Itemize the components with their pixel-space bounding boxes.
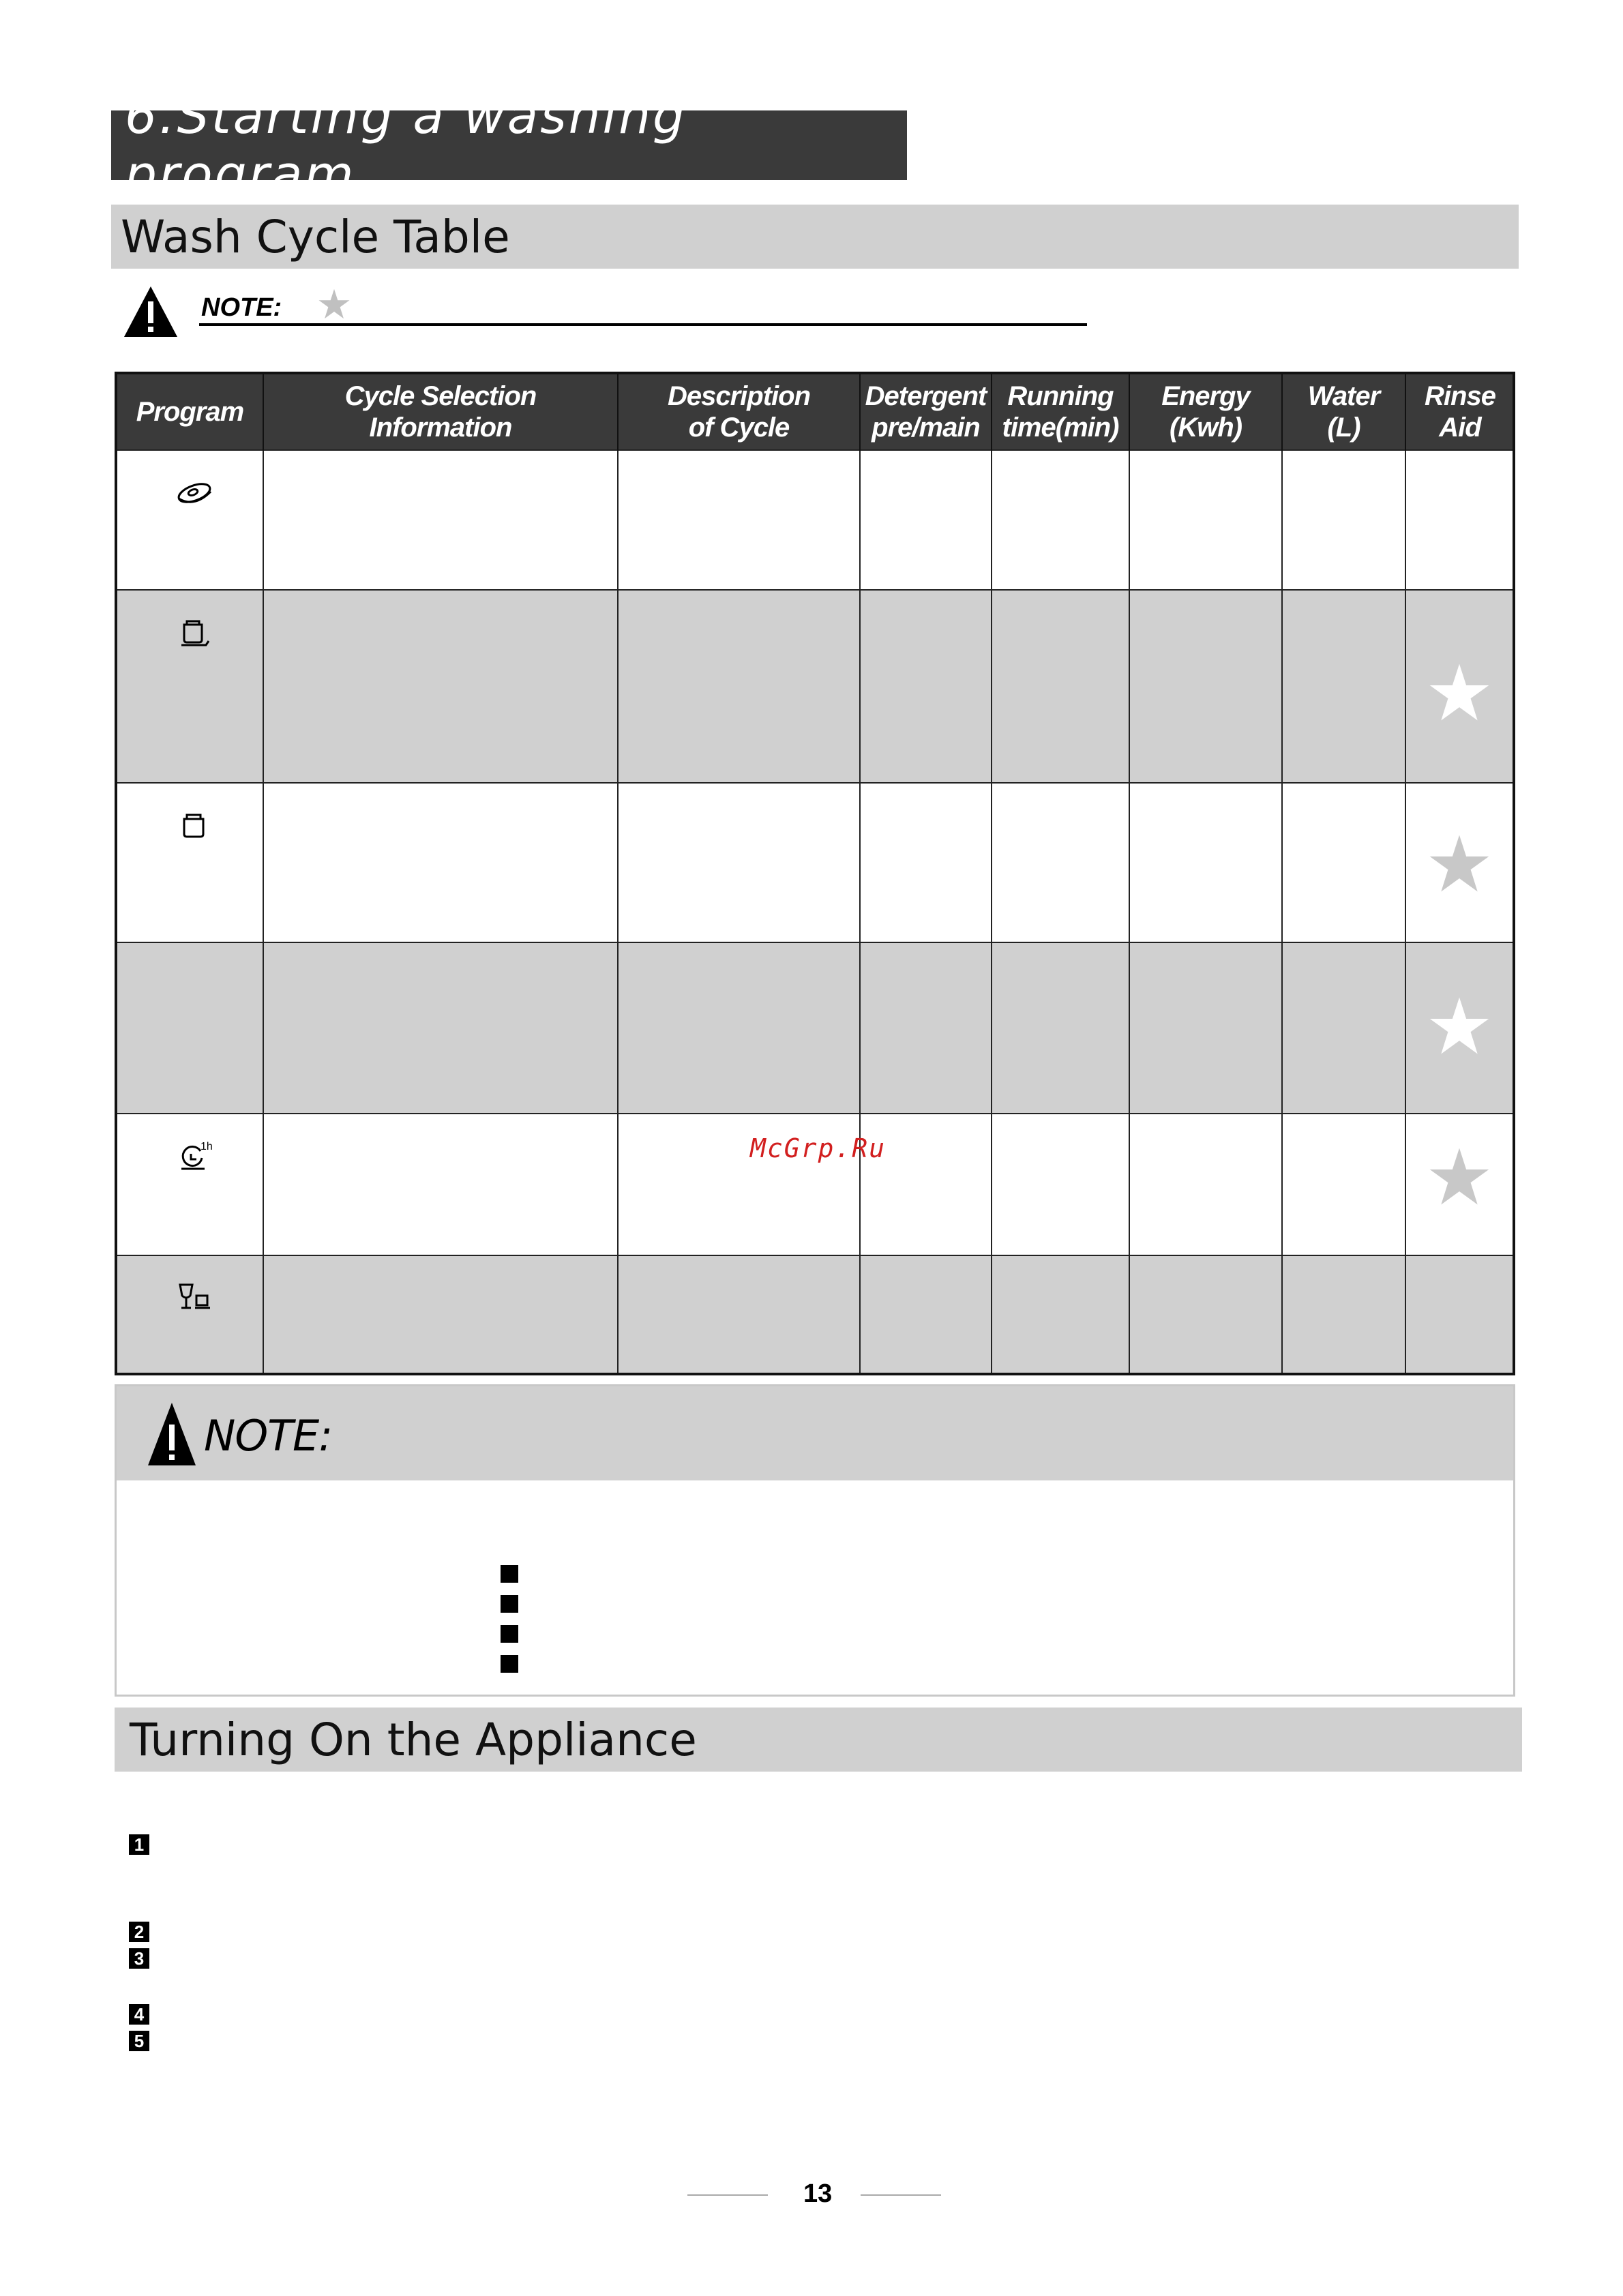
quick-1h-icon [170,1133,218,1181]
step-number: 4 [129,2004,149,2025]
wash-cycle-heading: Wash Cycle Table [121,210,510,263]
footer-rule-right [861,2194,941,2196]
col-header-rinse-aid: Rinse Aid [1405,374,1514,450]
soap-icon [170,470,218,518]
bullet-square [501,1655,518,1673]
table-row [117,1255,1514,1373]
rinse-aid-cell [1405,783,1514,942]
col-header-cycle-selection: Cycle Selection Information [263,374,618,450]
program-cell [117,942,263,1114]
page-number: 13 [803,2179,833,2208]
glass-cup-icon [170,1275,218,1323]
star-icon [1428,995,1491,1058]
col-header-running-time: Running time(min) [992,374,1129,450]
step-number: 5 [129,2031,149,2051]
pot-icon [170,803,218,850]
program-cell [117,590,263,783]
note-box-label: NOTE: [204,1411,333,1461]
note-box [115,1384,1515,1697]
table-row [117,783,1514,942]
star-icon [1428,833,1491,895]
step-number: 1 [129,1834,149,1855]
section-title [111,87,907,204]
table-header-row [117,374,1514,450]
step-number: 2 [129,1922,149,1942]
rinse-aid-cell [1405,1114,1514,1255]
program-cell [117,783,263,942]
turning-on-heading-bar [115,1708,1522,1772]
warning-icon [147,1401,197,1467]
col-header-energy: Energy (Kwh) [1129,374,1282,450]
star-icon [1428,1146,1491,1208]
table-row [117,942,1514,1114]
star-icon [1428,661,1491,724]
wash-cycle-table [115,372,1515,1375]
top-note-label: NOTE: [201,293,282,322]
wash-cycle-heading-bar [111,205,1519,269]
program-cell [117,450,263,590]
rinse-aid-cell [1405,942,1514,1114]
col-header-description: Description of Cycle [618,374,860,450]
star-icon [318,288,351,320]
warning-icon [123,285,179,338]
pot-plate-icon [170,610,218,657]
col-header-water: Water (L) [1282,374,1405,450]
step-number: 3 [129,1948,149,1969]
col-header-program: Program [117,374,263,450]
table-row [117,590,1514,783]
turning-on-heading: Turning On the Appliance [130,1713,697,1766]
table-row [117,450,1514,590]
rinse-aid-cell [1405,590,1514,783]
watermark: McGrp.Ru [750,1133,887,1163]
svg-text:1h: 1h [200,1141,213,1153]
col-header-detergent: Detergent pre/main [860,374,992,450]
footer-rule-left [687,2194,768,2196]
bullet-square [501,1595,518,1613]
program-cell [117,1114,263,1255]
bullet-square [501,1625,518,1643]
program-cell [117,1255,263,1373]
bullet-square [501,1565,518,1583]
top-note-underline [199,323,1087,326]
note-box-header [117,1386,1513,1480]
section-title-text: 6.Starting a washing program [125,87,687,204]
